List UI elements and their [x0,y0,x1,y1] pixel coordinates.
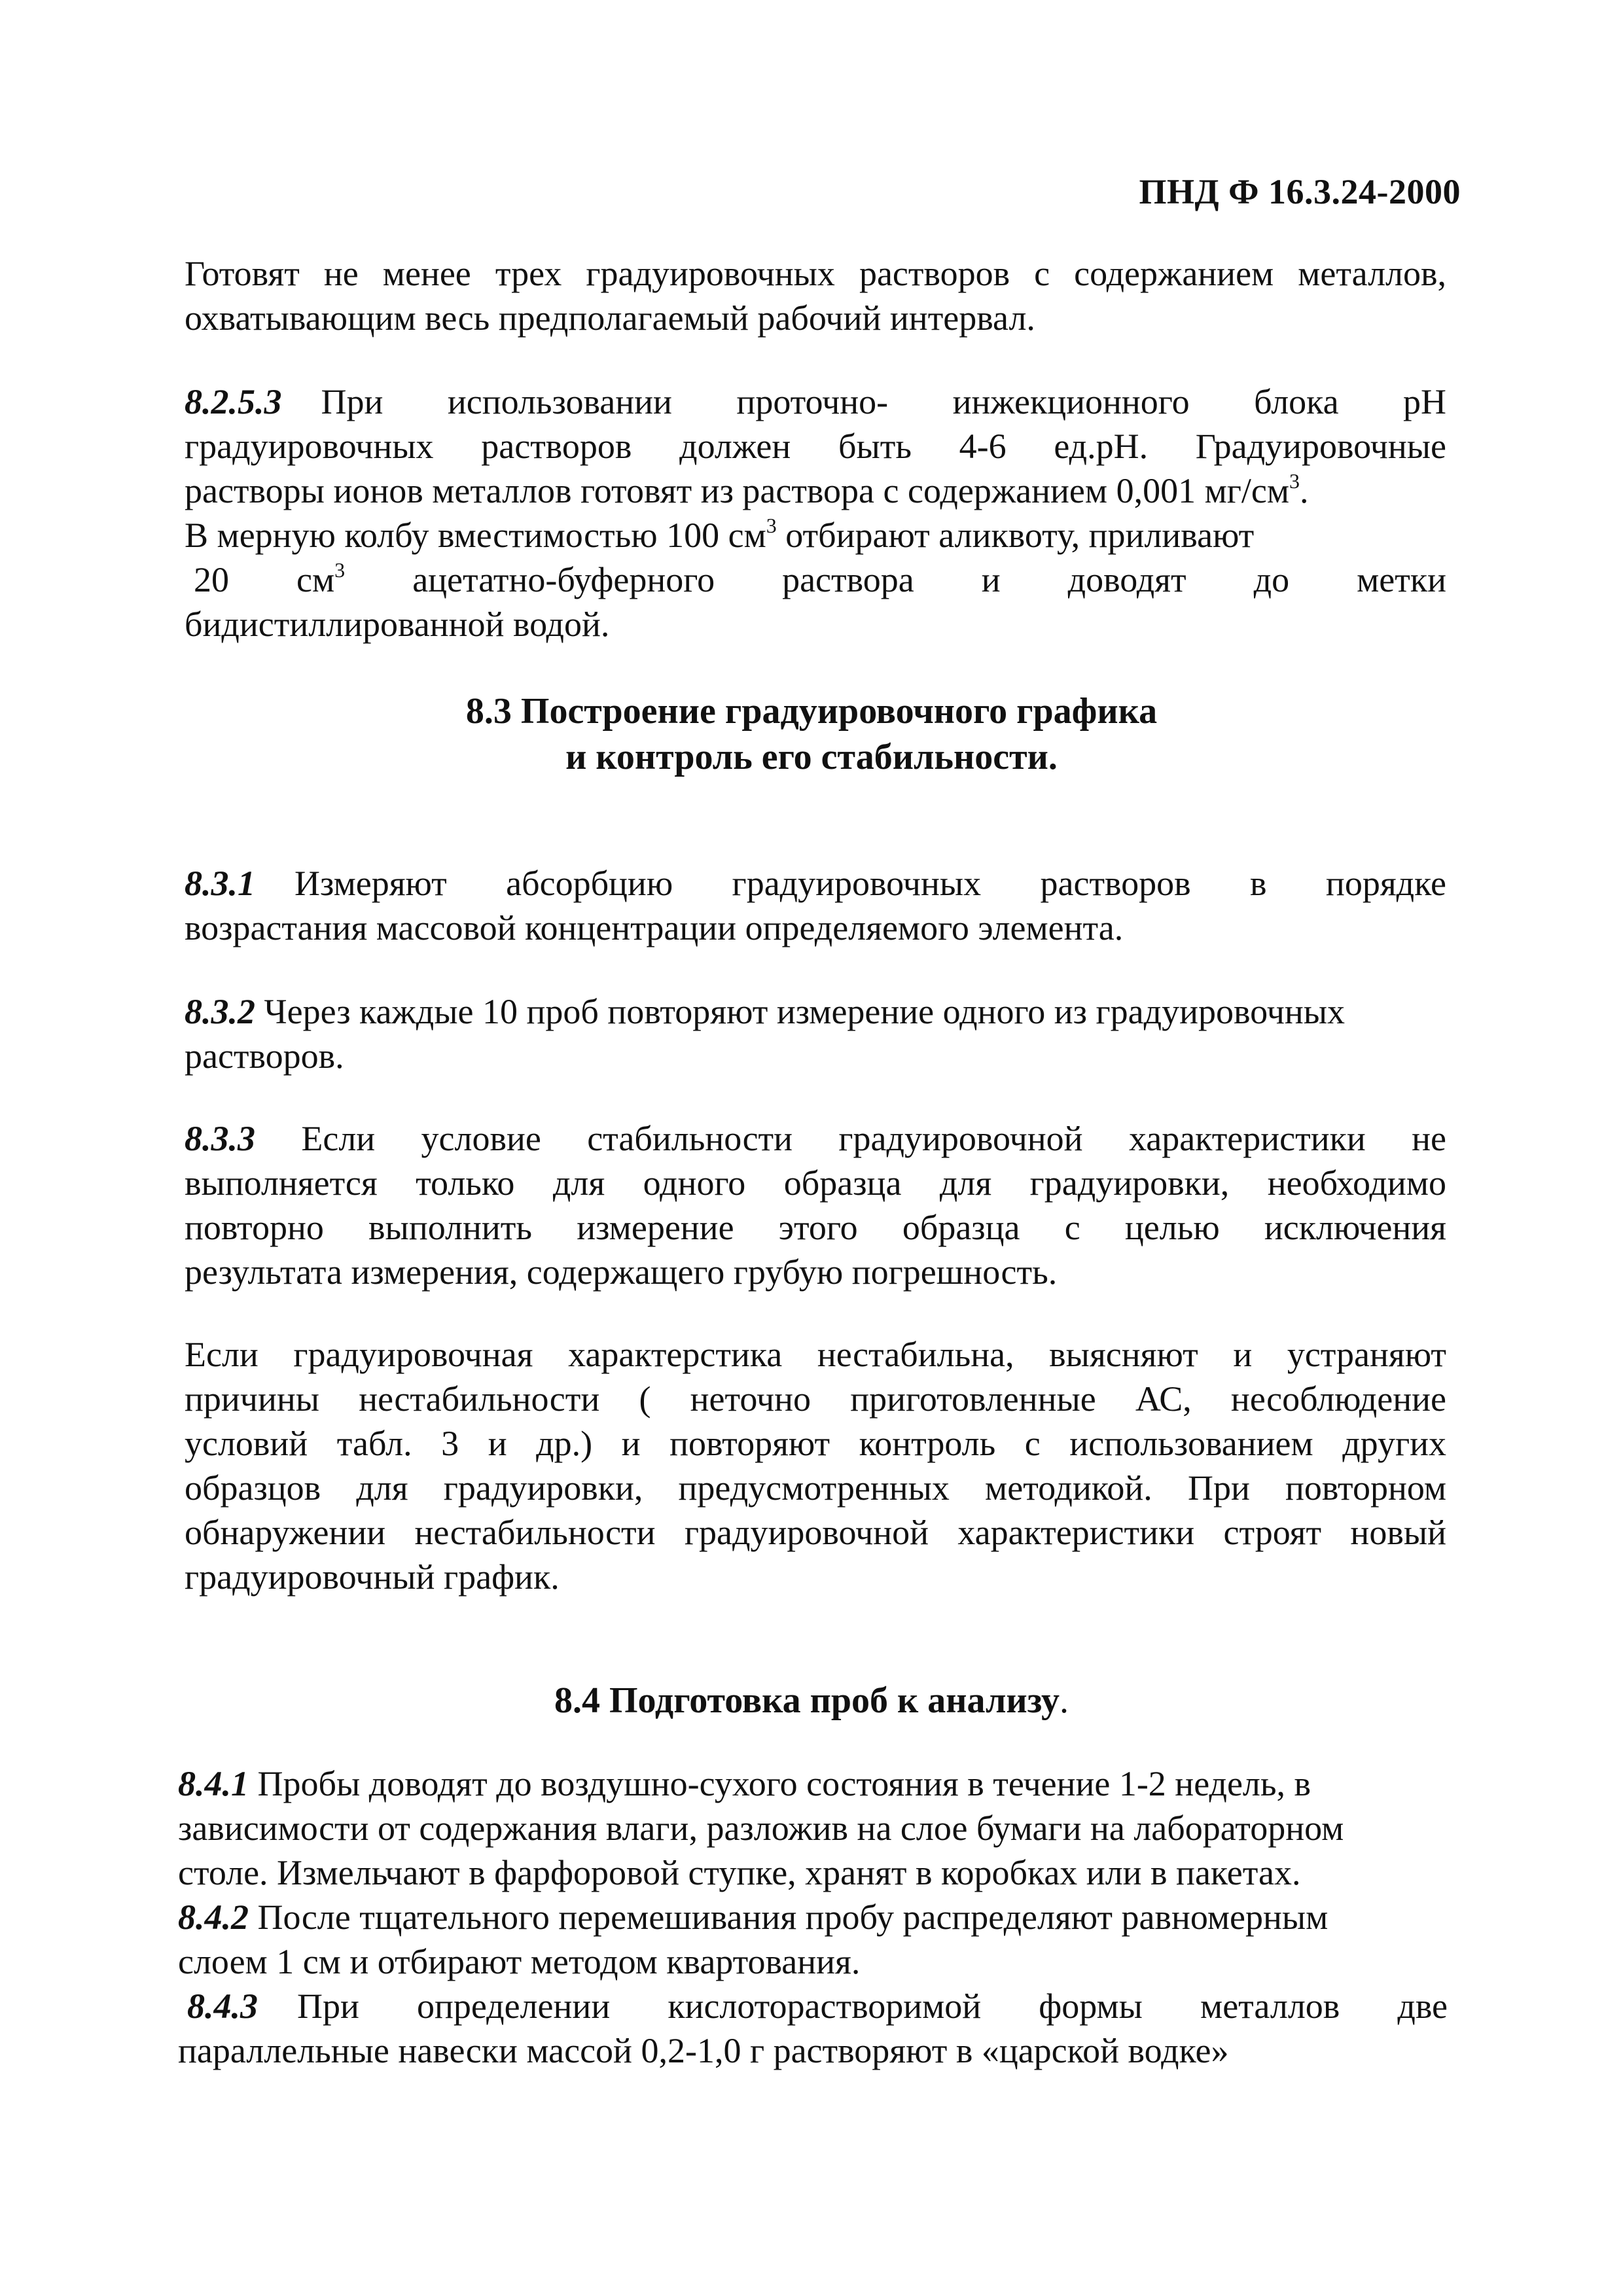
text-line: результата измерения, содержащего грубую погрешность. [185,1252,1058,1292]
text-line [185,861,1446,906]
paragraph-8-4 [178,1761,1448,2073]
clause-number: 8.3.3 [185,1119,255,1158]
clause-number: 8.4.1 [178,1764,249,1803]
clause-text: Пробы доводят до воздушно-сухого состояния в течение 1-2 недель, в [257,1764,1311,1803]
section-heading-8-3 [0,688,1623,780]
superscript: 3 [1289,469,1300,493]
text-line: условий табл. 3 и др.) и повторяют контроль с использованием других [185,1424,1446,1463]
clause-text: После тщательного перемешивания пробу распределяют равномерным [257,1898,1329,1937]
clause-number: 8.3.2 [185,992,255,1031]
clause-text: Через каждые 10 проб повторяют измерение одного из градуировочных [264,992,1346,1031]
text-line: выполняется только для одного образца для градуировки, необходимо [185,1163,1446,1203]
heading-text: 8.4 Подготовка проб к анализу [554,1680,1060,1721]
text-line: параллельные навески массой 0,2-1,0 г растворяют в «царской водке» [178,2031,1229,2070]
text-line [185,989,1446,1034]
heading-line: и контроль его стабильности. [565,737,1058,777]
clause-text: При определении кислоторастворимой формы металлов две [297,1987,1448,2026]
text-line [178,1984,1448,2028]
clause-text: Измеряют абсорбцию градуировочных растворов в порядке [294,864,1446,903]
text-segment: 20 см [194,560,335,599]
text-segment: растворы ионов металлов готовят из раствора с содержанием 0,001 мг/см [185,471,1290,510]
paragraph-intro [185,251,1446,340]
heading-period: . [1060,1680,1069,1721]
paragraph-unstable-calibration [185,1332,1446,1599]
text-segment: . [1300,471,1309,510]
text-segment: ацетатно-буферного раствора и доводят до метки [345,560,1446,599]
text-line: образцов для градуировки, предусмотренных методикой. При повторном [185,1468,1446,1508]
text-line [178,1895,1448,1939]
text-line: столе. Измельчают в фарфоровой ступке, хранят в коробках или в пакетах. [178,1853,1301,1892]
text-line: зависимости от содержания влаги, разложив на слое бумаги на лабораторном [178,1809,1344,1848]
heading-line: 8.3 Построение градуировочного графика [465,691,1158,732]
text-line: растворов. [185,1036,344,1076]
clause-text: При использовании проточно- инжекционного блока рН [321,382,1446,421]
text-line: градуировочный график. [185,1557,560,1597]
paragraph-8-3-1 [185,861,1446,950]
text-line: причины нестабильности ( неточно приготовленные АС, несоблюдение [185,1379,1446,1419]
clause-text: Если условие стабильности градуировочной характеристики не [301,1119,1447,1158]
text-line: слоем 1 см и отбирают методом квартования. [178,1942,861,1981]
text-line: Если градуировочная характерстика нестабильна, выясняют и устраняют [185,1335,1446,1374]
clause-number: 8.4.2 [178,1898,249,1937]
text-line: обнаружении нестабильности градуировочной характеристики строят новый [185,1513,1446,1552]
paragraph-8-2-5-3 [185,380,1446,646]
paragraph-8-3-2 [185,989,1446,1078]
text-line [185,513,1446,557]
superscript: 3 [766,514,777,537]
text-line [178,1761,1448,1806]
text-segment: отбирают аликвоту, приливают [776,516,1255,555]
text-line: Готовят не менее трех градуировочных растворов с содержанием металлов, [185,254,1446,293]
document-code-header: ПНД Ф 16.3.24-2000 [1139,172,1461,211]
section-heading-8-4 [0,1678,1623,1723]
text-line [185,557,1446,602]
clause-number: 8.2.5.3 [185,382,282,421]
text-line: повторно выполнить измерение этого образца с целью исключения [185,1208,1446,1247]
superscript: 3 [334,558,346,582]
text-line [185,1116,1446,1161]
text-line: градуировочных растворов должен быть 4-6 ед.рН. Градуировочные [185,427,1446,466]
clause-number: 8.3.1 [185,864,255,903]
text-line [185,380,1446,424]
clause-number: 8.4.3 [187,1987,258,2026]
text-line: возрастания массовой концентрации определяемого элемента. [185,908,1124,947]
text-line: бидистиллированной водой. [185,605,610,644]
text-line [185,468,1446,513]
text-segment: В мерную колбу вместимостью 100 см [185,516,766,555]
text-line: охватывающим весь предполагаемый рабочий интервал. [185,298,1035,338]
paragraph-8-3-3 [185,1116,1446,1294]
